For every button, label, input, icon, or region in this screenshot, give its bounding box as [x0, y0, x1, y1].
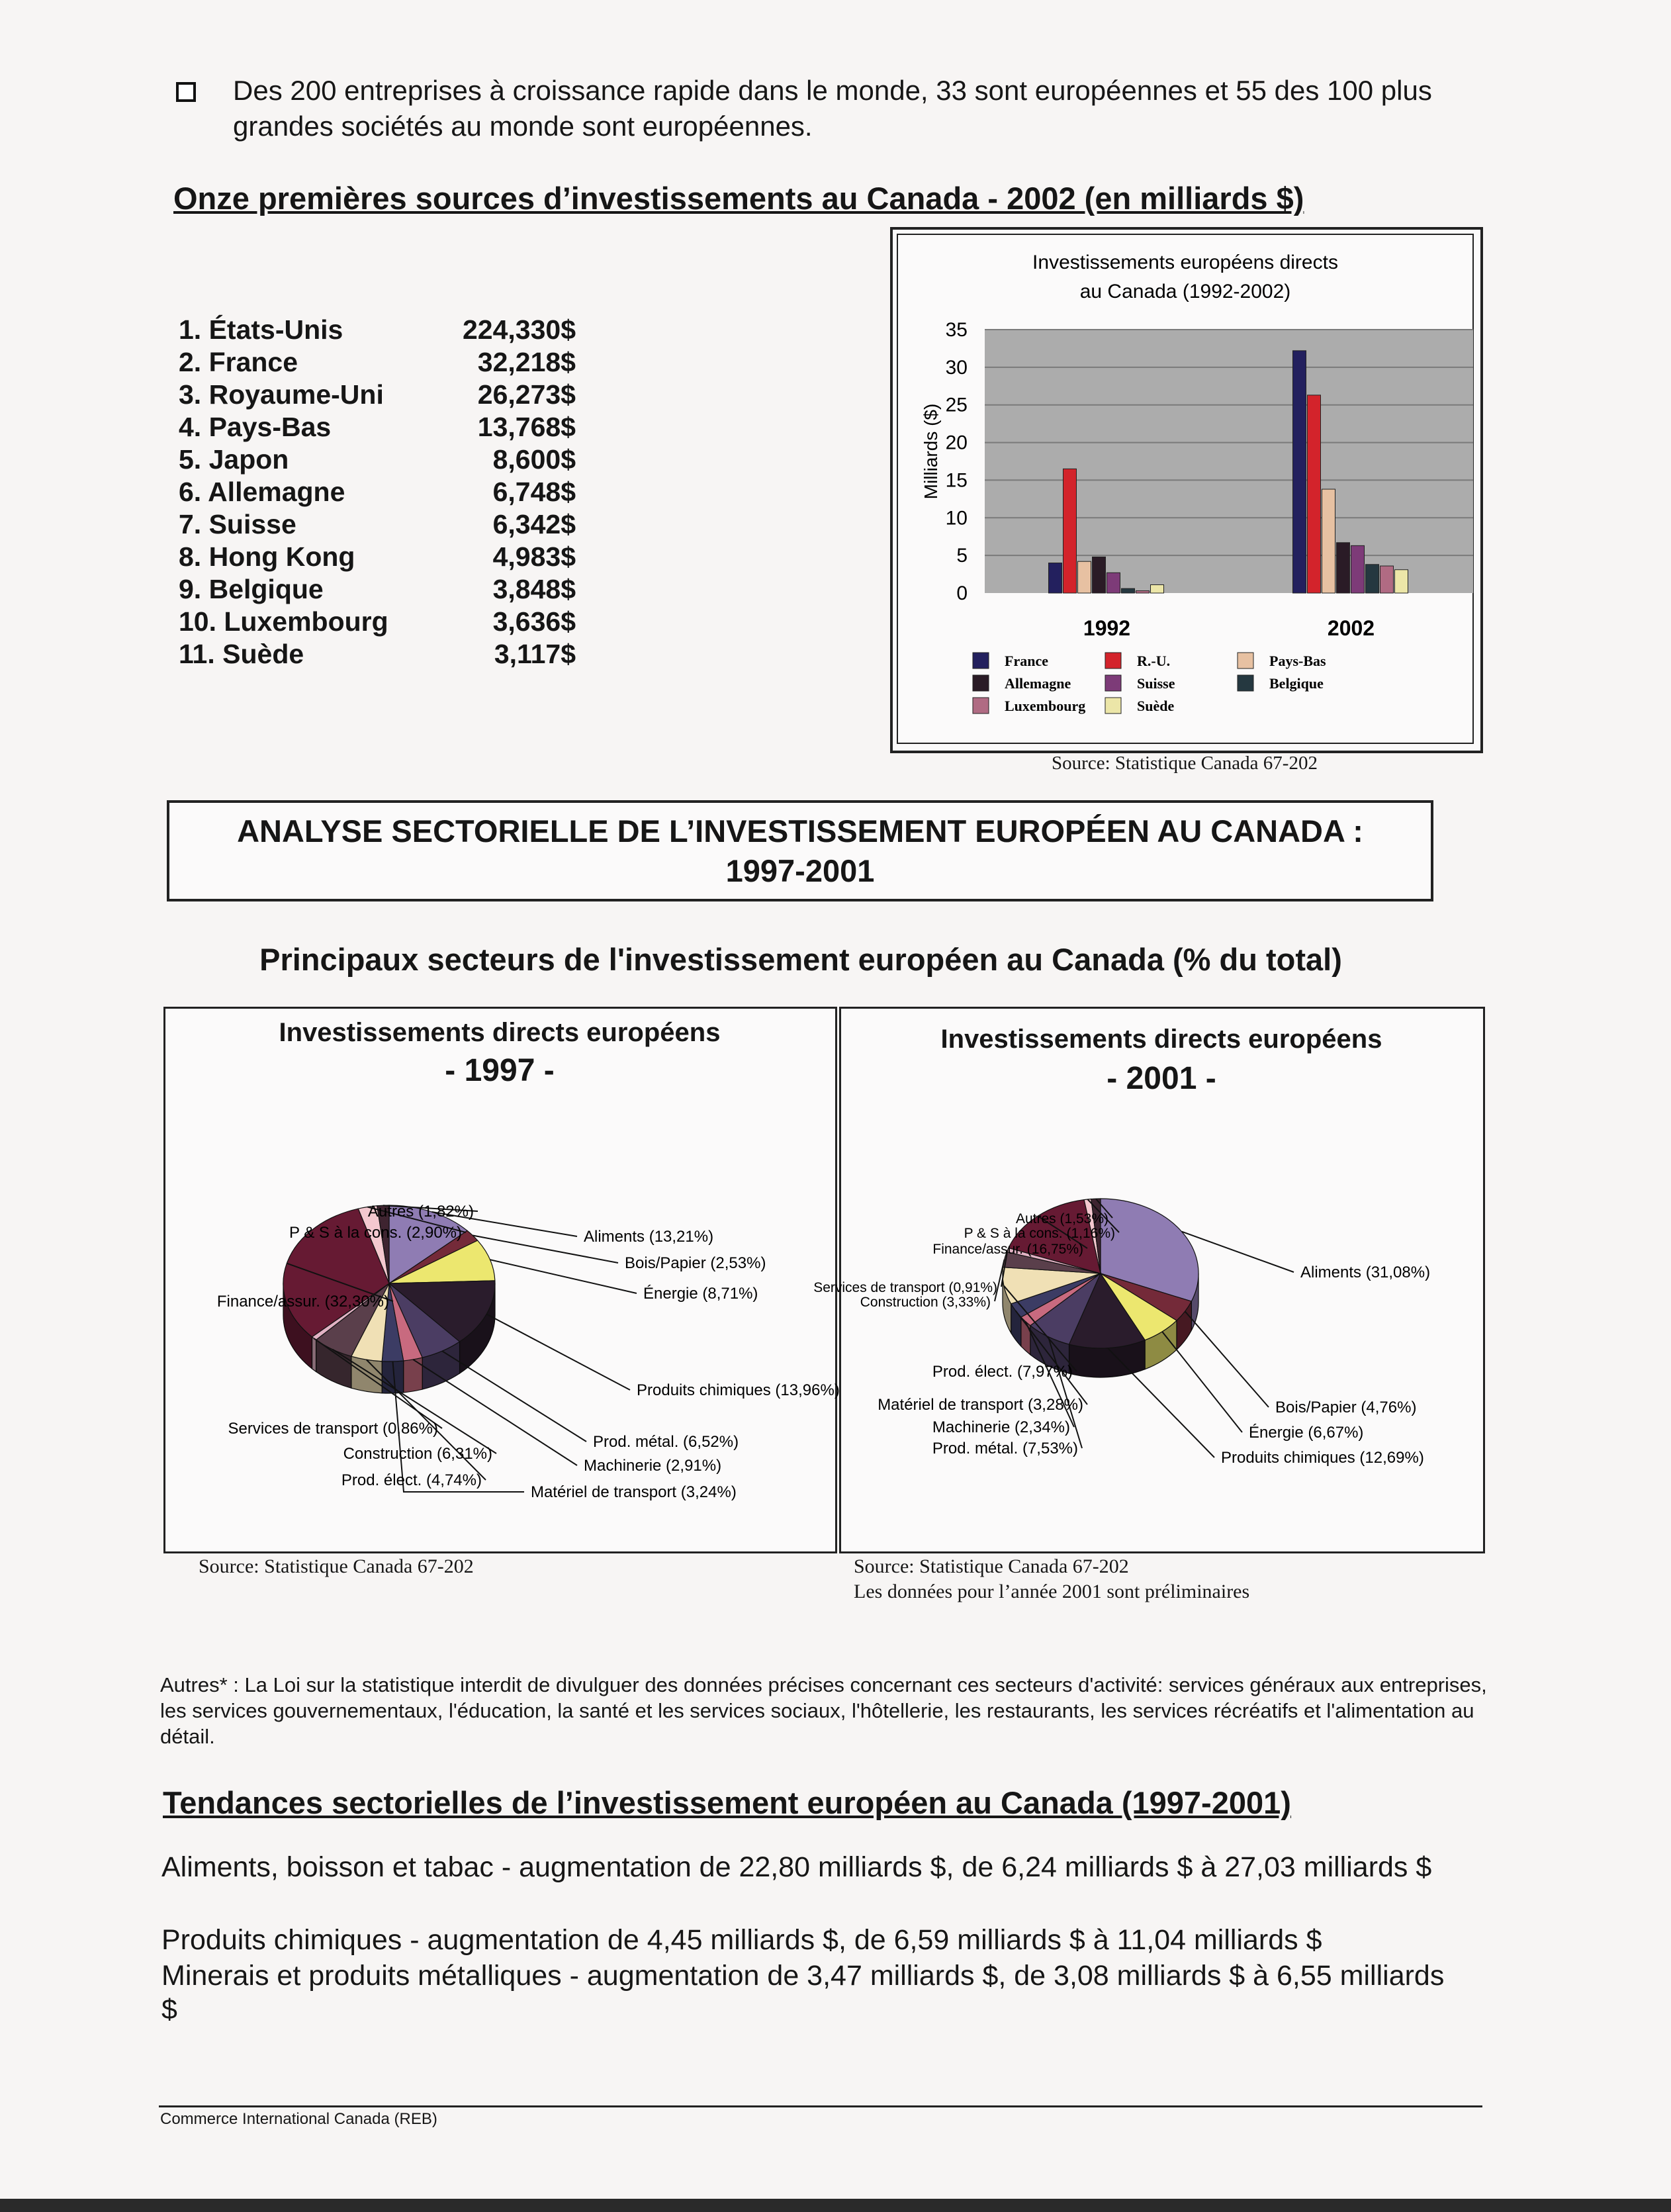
y-tick-label: 30 — [945, 356, 968, 379]
legend-label: Suisse — [1137, 675, 1175, 692]
legend-label: Allemagne — [1005, 675, 1071, 692]
legend-swatch — [1238, 675, 1253, 691]
pie-leader-line — [490, 1260, 637, 1293]
y-axis-label: Milliards ($) — [921, 403, 941, 500]
source-value: 8,600$ — [492, 444, 576, 475]
legend-swatch — [1105, 675, 1121, 691]
source-value: 3,117$ — [494, 639, 576, 669]
sources-title: Onze premières sources d’investissements au Canada - 2002 (en milliards $) — [173, 181, 1304, 216]
source-name: 4. Pays-Bas — [179, 412, 332, 442]
source-name: 8. Hong Kong — [179, 541, 355, 572]
x-category-label: 1992 — [1083, 616, 1131, 640]
source-name: 3. Royaume-Uni — [179, 379, 384, 410]
pie-slice-label: Énergie (8,71%) — [643, 1285, 758, 1303]
footer-text: Commerce International Canada (REB) — [160, 2110, 437, 2128]
pie-chart-1997 — [165, 1009, 840, 1549]
bar — [1078, 561, 1091, 593]
source-value: 3,636$ — [492, 606, 576, 637]
source-value: 26,273$ — [477, 379, 576, 410]
pie-slice-label: Matériel de transport (3,24%) — [531, 1483, 737, 1501]
pie-slice-label: Construction (6,31%) — [343, 1445, 492, 1463]
pie-slice-label: Prod. élect. (7,97%) — [932, 1363, 1073, 1381]
pie-slice-label: Aliments (31,08%) — [1300, 1264, 1431, 1281]
y-tick-label: 35 — [945, 319, 968, 341]
source-value: 6,748$ — [492, 477, 576, 507]
bullet-checkbox-icon — [176, 82, 196, 102]
bar — [1395, 570, 1408, 593]
pie-1997-title: Investissements directs européens — [279, 1018, 721, 1047]
source-row — [179, 541, 576, 573]
pie-slice-label: Services de transport (0,91%) — [813, 1280, 997, 1295]
pie-slice-label: Énergie (6,67%) — [1249, 1424, 1364, 1442]
source-value: 4,983$ — [492, 541, 576, 572]
bar — [1351, 545, 1365, 593]
source-name: 7. Suisse — [179, 509, 296, 539]
legend-label: Suède — [1137, 698, 1175, 714]
pie-slice-label: P & S à la cons. (2,90%) — [289, 1224, 462, 1242]
pie-slice-label: Finance/assur. (16,75%) — [932, 1242, 1083, 1257]
bar — [1293, 351, 1306, 593]
bar — [1063, 469, 1077, 593]
pie-slice-label: Prod. métal. (6,52%) — [593, 1433, 739, 1451]
bar — [1366, 565, 1379, 593]
source-row — [179, 508, 576, 541]
pie-leader-line — [1182, 1232, 1294, 1272]
source-value: 32,218$ — [477, 347, 576, 377]
source-value: 3,848$ — [492, 574, 576, 604]
source-name: 9. Belgique — [179, 574, 324, 604]
analysis-subtitle: Principaux secteurs de l'investissement européen au Canada (% du total) — [259, 942, 1342, 977]
pie-slice-label: Prod. élect. (4,74%) — [341, 1471, 482, 1489]
y-tick-label: 25 — [945, 394, 968, 416]
pie-slice-label: Machinerie (2,91%) — [584, 1457, 722, 1475]
source-name: 1. États-Unis — [179, 314, 343, 345]
footer-rule — [159, 2105, 1482, 2107]
x-category-label: 2002 — [1327, 616, 1375, 640]
legend-label: Pays-Bas — [1269, 653, 1326, 669]
source-row — [179, 443, 576, 476]
pie-slice-label: P & S à la cons. (1,16%) — [964, 1226, 1115, 1241]
source-name: 6. Allemagne — [179, 477, 345, 507]
trend-item-chemicals: Produits chimiques - augmentation de 4,45 milliards $, de 6,59 milliards $ à 11,04 milliards $ — [161, 1924, 1322, 1956]
bar — [1049, 563, 1062, 593]
source-value: 224,330$ — [462, 314, 576, 345]
pie-leader-line — [486, 1314, 630, 1390]
pie-slice-label: Machinerie (2,34%) — [932, 1418, 1070, 1436]
source-name: 2. France — [179, 347, 298, 377]
pie-2001-note: Les données pour l’année 2001 sont préliminaires — [854, 1581, 1250, 1602]
pie-slice-label: Produits chimiques (13,96%) — [637, 1381, 840, 1399]
legend-swatch — [1105, 653, 1121, 668]
source-row — [179, 314, 576, 346]
legend-label: R.-U. — [1137, 653, 1171, 669]
pie-1997-year: - 1997 - — [445, 1053, 555, 1088]
bar — [1107, 573, 1120, 593]
trend-item-metals: Minerais et produits métalliques - augmentation de 3,47 milliards $, de 3,08 milliards $ à 6,55 milliards $ — [161, 1960, 1445, 2025]
bar — [1308, 395, 1321, 593]
legend-label: Luxembourg — [1005, 698, 1086, 714]
source-row — [179, 346, 576, 379]
source-name: 5. Japon — [179, 444, 289, 475]
intro-text: Des 200 entreprises à croissance rapide dans le monde, 33 sont européennes et 55 des 100 plus grandes sociétés au monde sont européennes. — [233, 75, 1432, 142]
bar — [1151, 584, 1164, 593]
plot-area — [985, 330, 1473, 593]
bar — [1380, 566, 1394, 593]
bar — [1322, 489, 1335, 593]
legend-swatch — [1105, 698, 1121, 714]
pie-slice-label: Produits chimiques (12,69%) — [1221, 1449, 1424, 1467]
bar — [1337, 543, 1350, 593]
legend-swatch — [973, 675, 989, 691]
pie-slice-label: Autres (1,82%) — [367, 1203, 474, 1221]
pie-slice-label: Prod. métal. (7,53%) — [932, 1440, 1078, 1457]
pie-slice-label: Matériel de transport (3,28%) — [878, 1396, 1083, 1414]
y-tick-label: 5 — [956, 545, 968, 567]
legend-swatch — [973, 653, 989, 668]
pie-slice-side — [404, 1358, 422, 1393]
analysis-title-line2: 1997-2001 — [725, 853, 875, 888]
bar — [1136, 591, 1150, 593]
y-tick-label: 10 — [945, 507, 968, 530]
source-row — [179, 411, 576, 443]
scan-edge — [0, 2199, 1671, 2212]
pie-slice-label: Services de transport (0,86%) — [228, 1420, 438, 1438]
pie-chart-2001 — [813, 1009, 1480, 1549]
source-value: 13,768$ — [477, 412, 576, 442]
legend-swatch — [973, 698, 989, 714]
pie-slice-label: Finance/assur. (32,30%) — [216, 1293, 389, 1311]
pie-leader-line — [1108, 1348, 1214, 1457]
bar-chart — [900, 237, 1470, 740]
source-row — [179, 379, 576, 411]
analysis-title-line1: ANALYSE SECTORIELLE DE L’INVESTISSEMENT EUROPÉEN AU CANADA : — [237, 813, 1363, 849]
source-row — [179, 638, 576, 670]
bar — [1122, 588, 1135, 593]
legend-swatch — [1238, 653, 1253, 668]
source-row — [179, 606, 576, 638]
trend-item-food: Aliments, boisson et tabac - augmentation de 22,80 milliards $, de 6,24 milliards $ à 27,03 milliards $ — [161, 1851, 1432, 1883]
y-tick-label: 15 — [945, 469, 968, 492]
pie-1997-source: Source: Statistique Canada 67-202 — [199, 1555, 474, 1577]
bar-chart-title-line2: au Canada (1992-2002) — [1079, 281, 1291, 302]
footnote: Autres* : La Loi sur la statistique interdit de divulguer des données précises concernant ces secteurs d'activité: services généraux aux entreprises, les services gouvernementaux, l'éducation, la santé et les services sociaux, l'hôtellerie, les restaurants, les services récréatifs et l'alimentation au détail. — [160, 1673, 1487, 1748]
pie-slice-label: Construction (3,33%) — [860, 1295, 991, 1310]
pie-2001-title: Investissements directs européens — [940, 1025, 1382, 1054]
y-tick-label: 0 — [956, 582, 968, 604]
y-tick-label: 20 — [945, 432, 968, 454]
bar-chart-title-line1: Investissements européens directs — [1032, 252, 1338, 273]
source-row — [179, 476, 576, 508]
legend-label: France — [1005, 653, 1048, 669]
source-row — [179, 573, 576, 606]
bar-chart-source: Source: Statistique Canada 67-202 — [1052, 753, 1318, 774]
pie-slice-label: Aliments (13,21%) — [584, 1228, 714, 1246]
sources-list — [179, 314, 576, 670]
pie-leader-line — [442, 1351, 586, 1442]
trends-title: Tendances sectorielles de l’investissement européen au Canada (1997-2001) — [163, 1785, 1291, 1820]
pie-2001-source: Source: Statistique Canada 67-202 — [854, 1555, 1129, 1577]
source-value: 6,342$ — [492, 509, 576, 539]
pie-slice-label: Bois/Papier (4,76%) — [1275, 1399, 1417, 1416]
legend-label: Belgique — [1269, 675, 1324, 692]
pie-leader-line — [1185, 1311, 1269, 1407]
pie-slice-label: Autres (1,53%) — [1015, 1211, 1108, 1226]
pie-slice-side — [312, 1337, 316, 1372]
source-name: 11. Suède — [179, 639, 304, 669]
pie-slice-label: Bois/Papier (2,53%) — [625, 1254, 766, 1272]
pie-leader-line — [1162, 1332, 1242, 1432]
source-name: 10. Luxembourg — [179, 606, 388, 637]
pie-2001-year: - 2001 - — [1106, 1061, 1216, 1096]
bar — [1093, 557, 1106, 593]
